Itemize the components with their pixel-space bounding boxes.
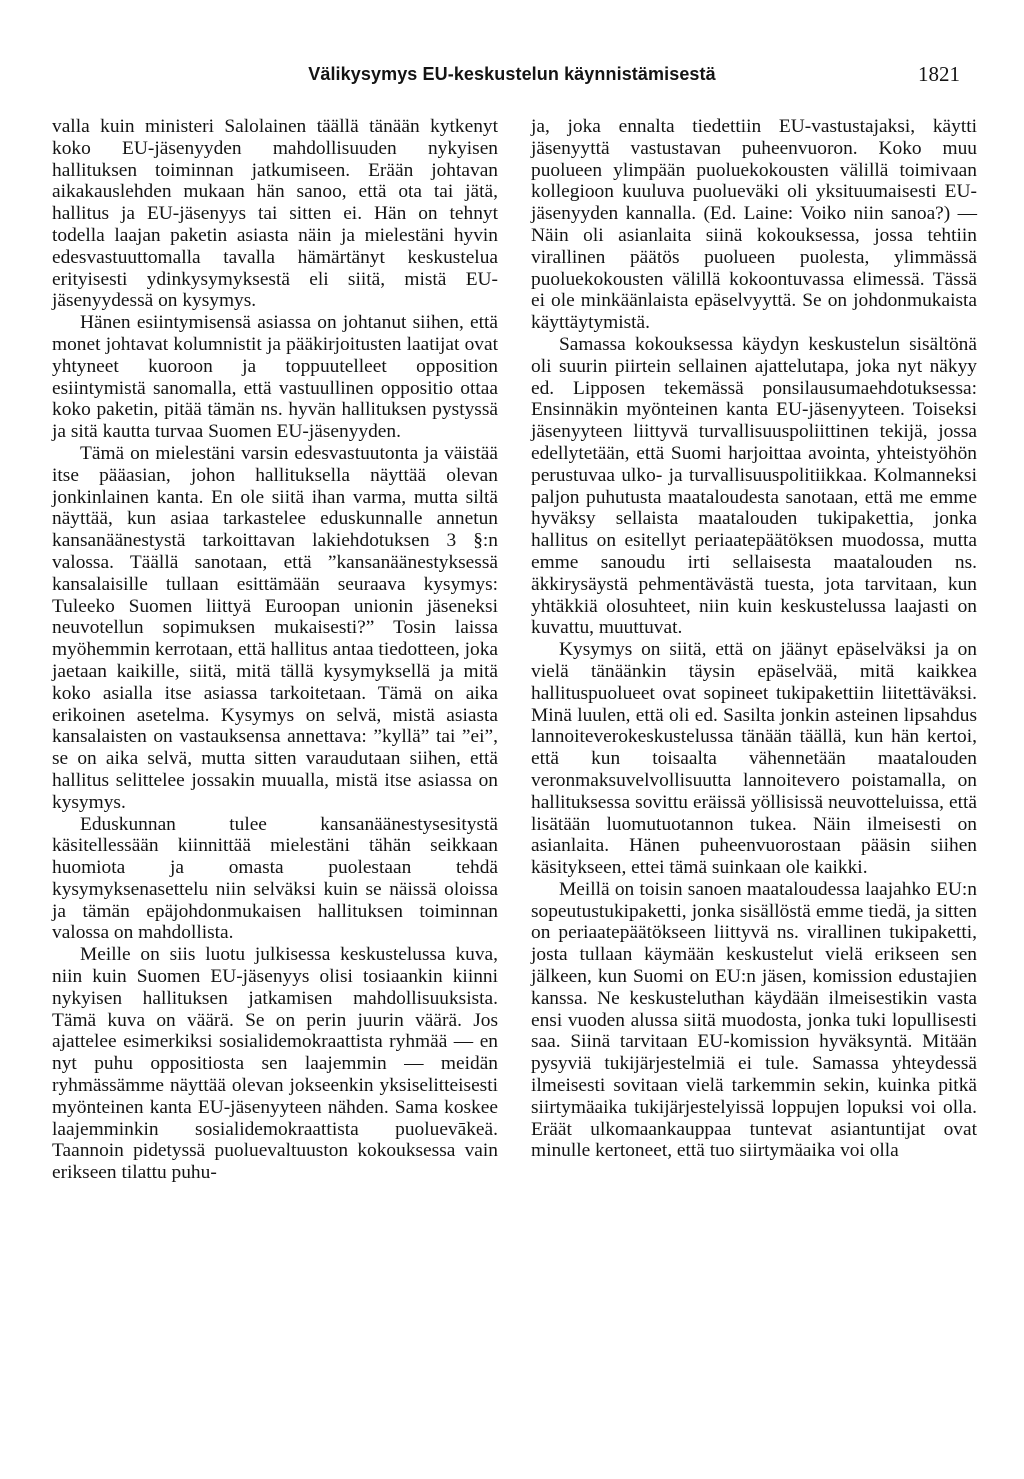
paragraph: Meille on siis luotu julkisessa keskustelussa kuva, niin kuin Suomen EU-jäsenyys olisi tosiaankin kiinni nykyisen hallituksen jatkamisen mahdollisuuksista. Tämä kuva on väärä. Se on perin juurin väärä. Jos ajattelee esimerkiksi sosialidemokraattista ryhmää — en nyt puhu oppositiosta sen laajemmin — meidän ryhmässämme näyttää olevan jokseenkin yksiselitteisesti myönteinen kanta EU-jäsenyyteen nähden. Sama koskee laajemminkin sosialidemokraattista puoluevākeä. Taannoin pidetyssä puoluevaltuuston kokouksessa vain erikseen tilattu puhu- xyxy=(52,944,498,1184)
paragraph: Tämä on mielestäni varsin edesvastuutonta ja väistää itse pääasian, johon hallituksella näyttää olevan jonkinlainen kanta. En ole siitä ihan varma, mutta siltä näyttää, kun asiaa tarkastelee eduskunnalle annetun kansanäänestystä tarkoittavan lakiehdotuksen 3 §:n valossa. Täällä sanotaan, että ”kansanäänestyksessä kansalaisille tullaan esittämään seuraava kysymys: Tuleeko Suomen liittyä Euroopan unionin jäseneksi neuvotellun sopimuksen mukaisesti?” Tosin laissa myöhemmin kerrotaan, että hallitus antaa tiedotteen, joka jaetaan kaikille, siitä, mitä tällä kysymyksellä ja mitä koko asialla itse asiassa tarkoitetaan. Tämä on aika erikoinen asetelma. Kysymys on selvä, mistä asiasta kansalaisten on vastauksensa annettava: ”kyllä” tai ”ei”, se on aika selvä, mutta sitten varaudutaan siihen, että hallitus selittelee jossakin muualla, mistä itse asiassa on kysymys. xyxy=(52,442,498,813)
left-column xyxy=(52,116,498,1184)
page-number: 1821 xyxy=(918,62,960,86)
paragraph: Eduskunnan tulee kansanäänestysesitystä käsitellessään kiinnittää mielestäni tähän seikkaan huomiota ja omasta puolestaan tehdä kysymyksenasettelu niin selväksi kuin se näissä oloissa ja tämän epäjohdonmukaisen hallituksen toiminnan valossa on mahdollista. xyxy=(52,813,498,944)
page-header xyxy=(0,62,1024,90)
right-column xyxy=(531,116,977,1162)
paragraph: ja, joka ennalta tiedettiin EU-vastustajaksi, käytti jäsenyyttä vastustavan puheenvuoron. Koko muu puolueen ylimpään puoluekokousten välillä toimivaan kollegioon kuuluva puolueväki oli yksituumaisesti EU-jäsenyyden kannalla. (Ed. Laine: Voiko niin sanoa?) — Näin oli asianlaita siinä kokouksessa, jossa tehtiin virallinen päätös puolueen puolesta, ylimmässä puoluekokousten välillä kokoontuvassa elimessä. Tässä ei ole minkäänlaista epäselvyyttä. Se on johdonmukaista käyttäytymistä. xyxy=(531,116,977,334)
paragraph: Meillä on toisin sanoen maataloudessa laajahko EU:n sopeutustukipaketti, jonka sisällöstä emme tiedä, ja sitten on periaatepäätökseen liittyvä ns. virallinen tukipaketti, josta tullaan käymään keskustelut vielä erikseen sen jälkeen, kun Suomi on EU:n jäsen, komission edustajien kanssa. Ne keskusteluthan käydään ilmeisestikin vasta ensi vuoden alussa siitä muodosta, jonka tuki lopullisesti saa. Siinä tarvitaan EU-komission hyväksyntä. Mitään pysyviä tukijärjestelmiä ei tule. Samassa yhteydessä ilmeisesti sovitaan vielä tarkemmin sekin, kuinka pitkä siirtymäaika tukijärjestelyissä loppujen lopuksi voi olla. Eräät ulkomaankauppaa tuntevat asiantuntijat ovat minulle kertoneet, että tuo siirtymäaika voi olla xyxy=(531,878,977,1162)
paragraph: valla kuin ministeri Salolainen täällä tänään kytkenyt koko EU-jäsenyyden mahdollisuuden nykyisen hallituksen toiminnan jatkumiseen. Erään johtavan aikakauslehden mukaan hän sanoo, että ota tai jätä, hallitus ja EU-jäsenyys tai sitten ei. Hän on tehnyt todella laajan paketin asiasta näin ja mielestäni hyvin edesvastuuttomalla tavalla hämärtänyt keskustelua erityisesti ydinkysymyksestä eli siitä, mistä EU-jäsenyydessä on kysymys. xyxy=(52,116,498,312)
paragraph: Kysymys on siitä, että on jäänyt epäselväksi ja on vielä tänäänkin täysin epäselvää, mitä kaikkea hallituspuolueet ovat sopineet tukipakettiin liitettäväksi. Minä luulen, että oli ed. Sasilta jonkin asteinen lipsahdus lannoiteverokeskustelussa tänään täällä, kun hän kertoi, että kun toisaalta vähennetään maatalouden veronmaksuvelvollisuutta lannoitevero poistamalla, on hallituksessa sovittu eräissä yöllisissä neuvotteluissa, että lisätään luomutuotannon tukea. Näin ilmeisesti on asianlaita. Hänen puheenvuorostaan pääsin siihen käsitykseen, ettei tämä suinkaan ole kaikki. xyxy=(531,639,977,879)
paragraph: Hänen esiintymisensä asiassa on johtanut siihen, että monet johtavat kolumnistit ja pääkirjoitusten laatijat ovat yhtyneet kuoroon ja toppuutelleet opposition esiintymistä sanomalla, että vastuullinen oppositio ottaa koko paketin, pitää tämän ns. hyvän hallituksen pystyssä ja sitä kautta turvaa Suomen EU-jäsenyyden. xyxy=(52,312,498,443)
running-title: Välikysymys EU-keskustelun käynnistämisestä xyxy=(308,64,716,84)
paragraph: Samassa kokouksessa käydyn keskustelun sisältönä oli suurin piirtein sellainen ajattelutapa, joka nyt näkyy ed. Lipposen tekemässä ponsilausumaehdotuksessa: Ensinnäkin myönteinen kanta EU-jäsenyyteen. Toiseksi jäsenyyteen liittyvä turvallisuuspoliittinen tekijä, jossa edellytetään, että Suomi harjoittaa avointa, yhteistyöhön perustuvaa ulko- ja turvallisuuspolitiikkaa. Kolmanneksi paljon puhutusta maataloudesta sanotaan, että me emme hyväksy sellaista maatalouden tukipakettia, jonka hallitus on esitellyt periaatepäätöksen muodossa, mutta emme sanoudu irti sellaisesta maatalouden ns. äkkirysäystä pehmentävästä tuesta, jota tarvitaan, kun yhtäkkiä olosuhteet, niin kuin keskustelussa laajasti on kuvattu, muuttuvat. xyxy=(531,333,977,639)
